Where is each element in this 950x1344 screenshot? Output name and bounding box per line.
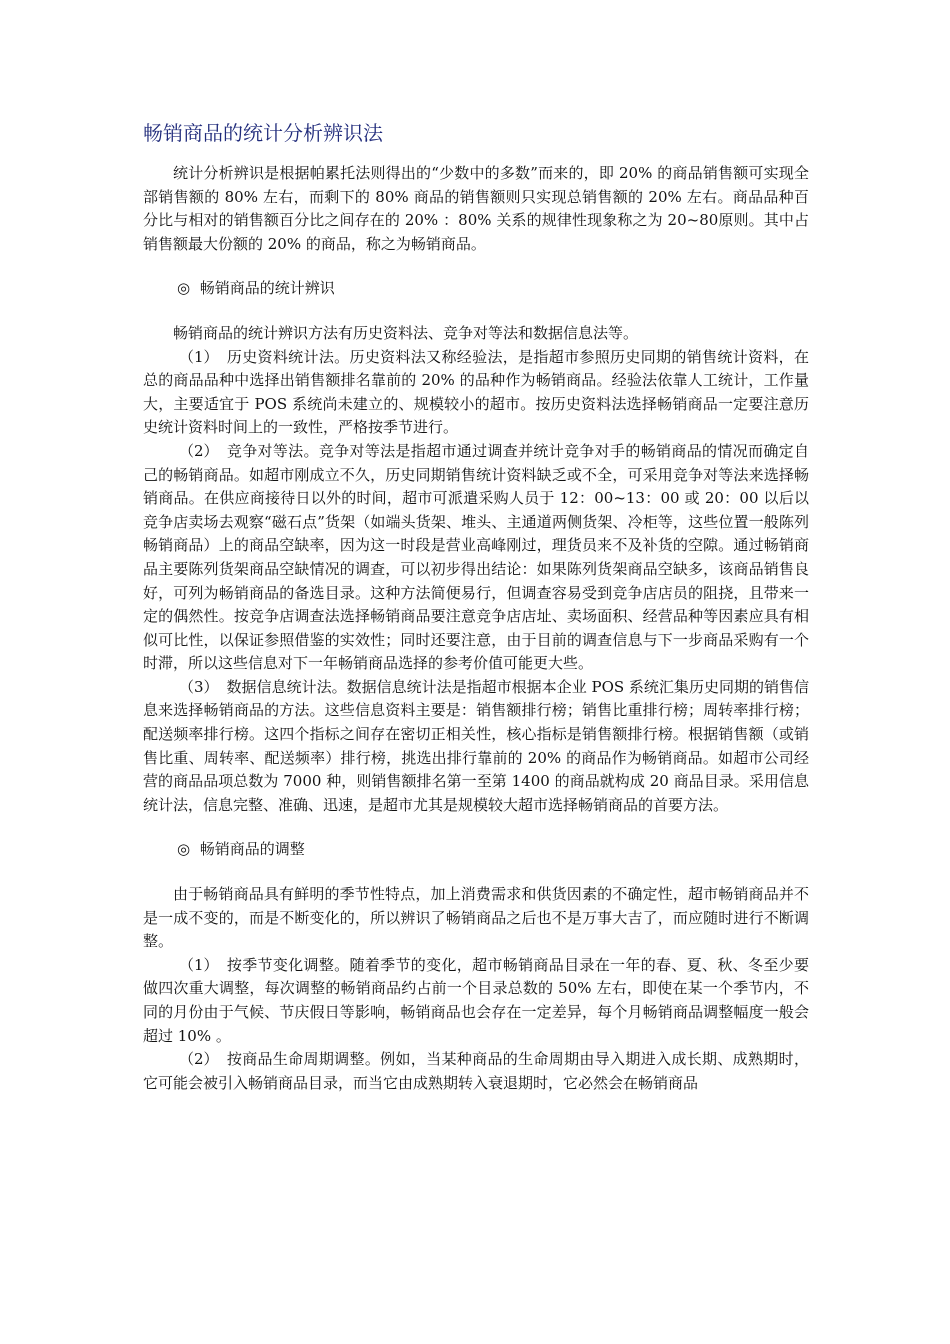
section-heading-text: 畅销商品的调整 — [199, 840, 305, 859]
item-text: 历史资料统计法。历史资料法又称经验法，是指超市参照历史同期的销售统计资料，在总的商品品种中选择出销售额排名靠前的 20% 的品种作为畅销商品。经验法依靠人工统计，工作量大，主要适宜于 POS 系统尚未建立的、规模较小的超市。按历史资料法选择畅销商品一定要注意历史统计资料时间上的一致性，严格按季节进行。 — [143, 347, 809, 437]
item-number: （3） — [179, 677, 219, 696]
document-page — [143, 118, 809, 1095]
section1-lead-paragraph: 畅销商品的统计辨识方法有历史资料法、竞争对等法和数据信息法等。 — [173, 323, 639, 342]
section2-lead-paragraph: 由于畅销商品具有鲜明的季节性特点，加上消费需求和供货因素的不确定性，超市畅销商品并不是一成不变的，而是不断变化的，所以辨识了畅销商品之后也不是万事大吉了，而应随时进行不断调整。 — [143, 885, 809, 951]
section1-item-data — [143, 676, 809, 818]
item-number: （2） — [179, 441, 219, 460]
section1-item-history — [143, 346, 809, 440]
item-text: 按商品生命周期调整。例如，当某种商品的生命周期由导入期进入成长期、成熟期时，它可能会被引入畅销商品目录，而当它由成熟期转入衰退期时，它必然会在畅销商品 — [143, 1050, 809, 1092]
document-title: 畅销商品的统计分析辨识法 — [143, 121, 383, 145]
section-heading-adjustment — [143, 838, 809, 862]
item-text: 数据信息统计法。数据信息统计法是指超市根据本企业 POS 系统汇集历史同期的销售信息来选择畅销商品的方法。这些信息资料主要是：销售额排行榜；销售比重排行榜；周转率排行榜；配送频率排行榜。这四个指标之间存在密切正相关性，核心指标是销售额排行榜。根据销售额（或销售比重、周转率、配送频率）排行榜，挑选出排行靠前的 20% 的商品作为畅销商品。如超市公司经营的商品品项总数为 7000 种，则销售额排名第一至第 1400 的商品就构成 20 商品目录。采用信息统计法，信息完整、准确、迅速，是超市尤其是规模较大超市选择畅销商品的首要方法。 — [143, 677, 809, 814]
section2-item-lifecycle — [143, 1048, 809, 1095]
item-text: 竞争对等法。竞争对等法是指超市通过调查并统计竞争对手的畅销商品的情况而确定自己的畅销商品。如超市刚成立不久，历史同期销售统计资料缺乏或不全，可采用竞争对等法来选择畅销商品。在供应商接待日以外的时间，超市可派遣采购人员于 12：00~13：00 或 20：00 以后以竞争店卖场去观察“磁石点”货架（如端头货架、堆头、主通道两侧货架、冷柜等，这些位置一般陈列畅销商品）上的商品空缺率，因为这一时段是营业高峰刚过，理货员来不及补货的空隙。通过畅销商品主要陈列货架商品空缺情况的调查，可以初步得出结论：如果陈列货架商品空缺多，该商品销售良好，可列为畅销商品的备选目录。这种方法简便易行，但调查容易受到竞争店店员的阻挠，且带来一定的偶然性。按竞争店调查法选择畅销商品要注意竞争店店址、卖场面积、经营品种等因素应具有相似可比性，以保证参照借鉴的实效性；同时还要注意，由于目前的调查信息与下一步商品采购有一个时滞，所以这些信息对下一年畅销商品选择的参考价值可能更大些。 — [143, 441, 809, 673]
item-number: （1） — [179, 955, 219, 974]
circle-bullet-icon: ◎ — [177, 840, 191, 859]
section-heading-statistics — [143, 277, 809, 301]
section1-item-competition — [143, 440, 809, 676]
item-number: （1） — [179, 347, 219, 366]
item-text: 按季节变化调整。随着季节的变化，超市畅销商品目录在一年的春、夏、秋、冬至少要做四次重大调整，每次调整的畅销商品约占前一个目录总数的 50% 左右，即使在某一个季节内，不同的月份由于气候、节庆假日等影响，畅销商品也会存在一定差异，每个月畅销商品调整幅度一般会超过 10% 。 — [143, 955, 809, 1045]
section-heading-text: 畅销商品的统计辨识 — [199, 279, 335, 298]
section2-item-season — [143, 954, 809, 1048]
circle-bullet-icon: ◎ — [177, 279, 191, 298]
item-number: （2） — [179, 1050, 219, 1069]
intro-paragraph: 统计分析辨识是根据帕累托法则得出的“少数中的多数”而来的，即 20% 的商品销售额可实现全部销售额的 80% 左右，而剩下的 80% 商品的销售额则只实现总销售额的 20% 左右。商品品种百分比与相对的销售额百分比之间存在的 20% ：80% 关系的规律性现象称之为 20~80原则。其中占销售额最大份额的 20% 的商品，称之为畅销商品。 — [143, 164, 809, 253]
